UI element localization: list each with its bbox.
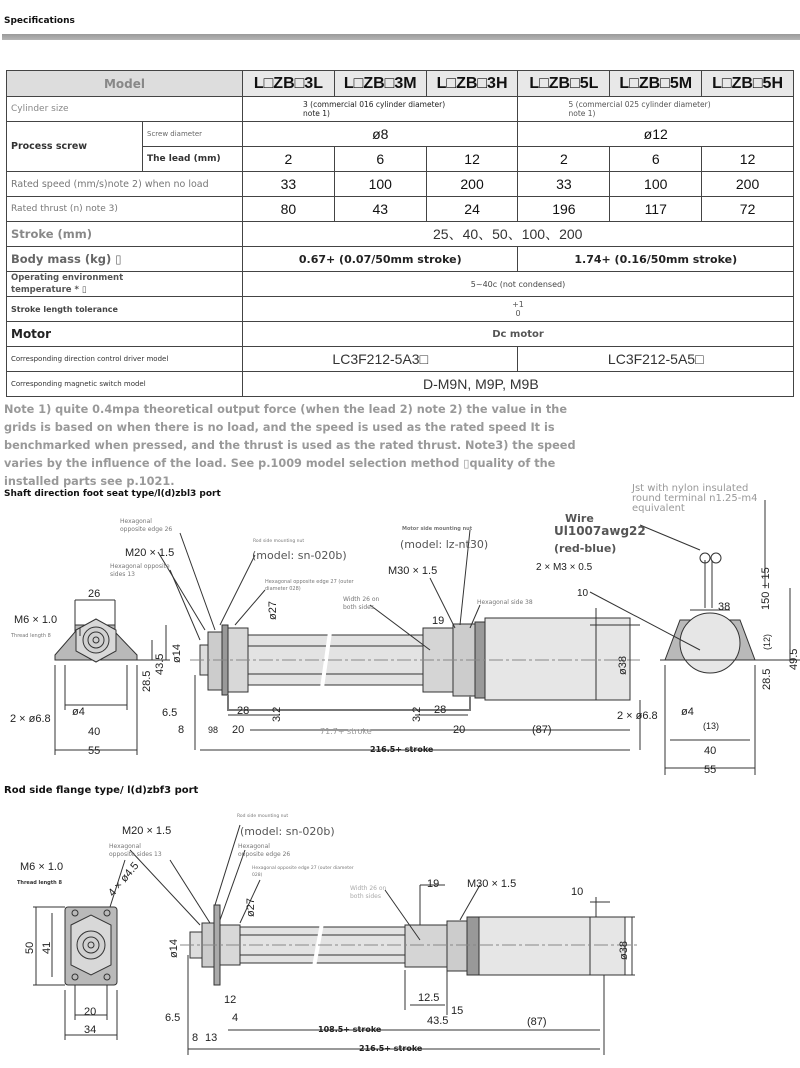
lead-cell: 12 <box>702 147 794 172</box>
stroke-label: Stroke (mm) <box>7 222 243 247</box>
m6-label: M6 × 1.0 <box>14 614 58 626</box>
m20-label: M20 × 1.5 <box>125 547 175 559</box>
table-row <box>7 322 794 347</box>
dim-10-2: 10 <box>571 886 584 898</box>
temperature-value: 5~40c (not condensed) <box>243 272 794 297</box>
page-title: Specifications <box>4 16 75 26</box>
dim-150: 150 ± 15 <box>760 567 772 610</box>
rated-speed-label: Rated speed (mm/s)note 2) when no load <box>7 172 243 197</box>
dim-49-5: 49.5 <box>788 648 800 670</box>
speed-cell: 33 <box>518 172 610 197</box>
hex27-label-2: Hexagonal opposite edge 27 (outer diameter <box>252 866 354 871</box>
dim-87: (87) <box>532 724 552 736</box>
dim-15: 15 <box>451 1005 464 1017</box>
screw-diameter-3: ø8 <box>243 122 518 147</box>
width26-label: both sides <box>343 604 374 611</box>
table-row <box>7 222 794 247</box>
thrust-cell: 24 <box>426 197 518 222</box>
dim-40-r: 40 <box>704 745 717 757</box>
wire-color: (red-blue) <box>554 542 617 555</box>
hex26-label-2: Hexagonal <box>238 843 270 850</box>
table-row <box>7 197 794 222</box>
dim-19-2: 19 <box>427 878 440 890</box>
dim-2x68-r: 2 × ø6.8 <box>617 710 658 722</box>
dim-6-5-2: 6.5 <box>165 1012 181 1024</box>
dim-2x68: 2 × ø6.8 <box>10 713 51 725</box>
table-row <box>7 272 794 297</box>
dim-10: 10 <box>577 588 589 599</box>
holes-label: 4 × ø4.5 <box>106 860 142 899</box>
dim-28-5: 28.5 <box>141 670 153 692</box>
thrust-cell: 117 <box>610 197 702 222</box>
foot-seat-drawing <box>0 500 800 780</box>
dim-216-5-2: 216.5+ stroke <box>359 1044 423 1053</box>
switch-label: Corresponding magnetic switch model <box>7 372 243 397</box>
dim-3-2-b: 3.2 <box>411 706 423 722</box>
switch-value: D-M9N, M9P, M9B <box>243 372 794 397</box>
dim-98: 98 <box>208 725 219 735</box>
rated-thrust-label: Rated thrust (n) note 3) <box>7 197 243 222</box>
process-screw-label: Process screw <box>7 122 143 172</box>
dim-12-5: 12.5 <box>418 992 440 1004</box>
dim-4: 4 <box>232 1012 239 1024</box>
dim-55: 55 <box>88 745 101 757</box>
dim-o38: ø38 <box>617 656 629 675</box>
lead-cell: 2 <box>518 147 610 172</box>
cylinder-size-label: Cylinder size <box>7 97 243 122</box>
dim-28-5-r: 28.5 <box>761 668 773 690</box>
dim-12: (12) <box>762 633 772 650</box>
thrust-cell: 72 <box>702 197 794 222</box>
dim-43-5-2: 43.5 <box>427 1015 449 1027</box>
dim-o38-2: ø38 <box>618 941 630 960</box>
dim-13-2: 13 <box>205 1032 218 1044</box>
drawing2-title: Rod side flange type/ l(d)zbf3 port <box>4 785 199 796</box>
hex26-label: opposite edge 26 <box>120 526 173 533</box>
dim-55-r: 55 <box>704 764 717 776</box>
temperature-label-2: temperature * ▯ <box>11 285 87 295</box>
rod-nut-model: (model: sn-020b) <box>252 549 347 562</box>
speed-cell: 100 <box>334 172 426 197</box>
model-cell: L□ZB□5L <box>518 71 610 97</box>
rod-nut-label-2: Rod side mounting nut <box>237 814 289 819</box>
cylinder-size-3: 3 (commercial 016 cylinder diameter) <box>303 100 446 109</box>
hex26-label-2: opposite edge 26 <box>238 851 291 858</box>
notes: Note 1) quite 0.4mpa theoretical output force (when the lead 2) note 2) the value in the grids is based on when there is no load, and the speed is used as the rated speed It is benchmarked when pressed, and the thrust is used as the rated thrust. Note3) the speed varies by the influence of the load. See p.1009 model selection method ▯quality of the installed parts see p.1021. <box>4 403 576 488</box>
motor-value: Dc motor <box>243 322 794 347</box>
speed-cell: 100 <box>610 172 702 197</box>
dim-108-5: 108.5+ stroke <box>318 1025 382 1034</box>
table-row <box>7 347 794 372</box>
dim-o27: ø27 <box>267 601 279 620</box>
model-cell: L□ZB□3M <box>334 71 426 97</box>
model-cell: L□ZB□5M <box>610 71 702 97</box>
tolerance-label: Stroke length tolerance <box>7 297 243 322</box>
stroke-value: 25、40、50、100、200 <box>243 222 794 247</box>
tolerance-upper: +1 <box>512 300 524 309</box>
dim-12-2: 12 <box>224 994 237 1006</box>
table-row <box>7 247 794 272</box>
wire-type: Ul1007awg22 <box>554 524 646 538</box>
driver-5: LC3F212-5A5□ <box>518 347 794 372</box>
cylinder-size-5-note: note 1) <box>568 109 596 118</box>
m3-label: 2 × M3 × 0.5 <box>536 562 593 573</box>
table-row <box>7 297 794 322</box>
spec-table <box>6 70 794 397</box>
dim-o14-2: ø14 <box>168 939 180 958</box>
m30-label-2: M30 × 1.5 <box>467 878 517 890</box>
dim-8-2: 8 <box>192 1032 199 1044</box>
body-mass-5: 1.74+ (0.16/50mm stroke) <box>518 247 794 272</box>
m30-label: M30 × 1.5 <box>388 565 438 577</box>
m6-label-2: M6 × 1.0 <box>20 861 64 873</box>
cylinder-size-3-note: note 1) <box>303 109 330 118</box>
hex27-label-2: 028) <box>252 873 263 878</box>
dim-38: 38 <box>718 601 731 613</box>
lead-cell: 6 <box>334 147 426 172</box>
table-row <box>7 372 794 397</box>
hex13-label: sides 13 <box>110 571 135 578</box>
model-cell: L□ZB□3H <box>426 71 518 97</box>
table-row <box>7 122 794 147</box>
dim-26: 26 <box>88 588 101 600</box>
speed-cell: 200 <box>426 172 518 197</box>
model-cell: L□ZB□3L <box>243 71 335 97</box>
thread-label-2: Thread length 8 <box>17 880 62 886</box>
dim-87-2: (87) <box>527 1016 547 1028</box>
motor-label: Motor <box>7 322 243 347</box>
dim-71-7: 71.7+ stroke <box>320 727 372 736</box>
dim-28-b: 28 <box>434 704 447 716</box>
body-mass-label: Body mass (kg) ▯ <box>7 247 243 272</box>
lead-cell: 12 <box>426 147 518 172</box>
width26-label-2: both sides <box>350 893 381 900</box>
drawing1-title: Shaft direction foot seat type/l(d)zbl3 port <box>4 489 221 499</box>
dim-8: 8 <box>178 724 185 736</box>
dim-o14: ø14 <box>171 644 183 663</box>
temperature-label-1: Operating environment <box>11 273 124 283</box>
rod-nut-label: Rod side mounting nut <box>253 539 305 544</box>
thrust-cell: 196 <box>518 197 610 222</box>
dim-3-2: 3.2 <box>271 706 283 722</box>
dim-6-5: 6.5 <box>162 707 178 719</box>
dim-o4: ø4 <box>72 706 85 718</box>
motor-nut-model: (model: lz-nt30) <box>400 538 489 551</box>
motor-nut-label: Motor side mounting nut <box>402 526 473 532</box>
dim-34: 34 <box>84 1024 97 1036</box>
dim-20-b: 20 <box>453 724 466 736</box>
dim-o4-r: ø4 <box>681 706 694 718</box>
table-row <box>7 172 794 197</box>
dim-41: 41 <box>41 941 53 954</box>
dim-43-5: 43.5 <box>154 653 166 675</box>
screw-diameter-label: Screw diameter <box>143 122 243 147</box>
title-divider <box>2 34 800 40</box>
body-mass-3: 0.67+ (0.07/50mm stroke) <box>243 247 518 272</box>
dim-50: 50 <box>24 941 36 954</box>
width26-label-2: Width 26 on <box>350 885 387 892</box>
table-row <box>7 71 794 97</box>
hex27-label: Hexagonal opposite edge 27 (outer <box>265 579 354 585</box>
rod-nut <box>208 632 222 690</box>
tolerance-lower: 0 <box>515 309 521 318</box>
jst-label: Jst with nylon insulated <box>632 483 749 494</box>
dim-20-2: 20 <box>84 1006 97 1018</box>
dim-28: 28 <box>237 705 250 717</box>
dim-19: 19 <box>432 615 445 627</box>
cylinder-size-5: 5 (commercial 025 cylinder diameter) <box>568 100 711 109</box>
driver-3: LC3F212-5A3□ <box>243 347 518 372</box>
driver-label: Corresponding direction control driver model <box>7 347 243 372</box>
width26-label: Width 26 on <box>343 596 380 603</box>
dim-20: 20 <box>232 724 245 736</box>
thread-label: Thread length 8 <box>11 633 51 639</box>
lead-label: The lead (mm) <box>143 147 243 172</box>
screw-diameter-5: ø12 <box>518 122 794 147</box>
jst-label: equivalent <box>632 503 685 514</box>
dim-13: (13) <box>703 721 720 731</box>
speed-cell: 33 <box>243 172 335 197</box>
dim-40: 40 <box>88 726 101 738</box>
dim-o27-2: ø27 <box>245 898 257 917</box>
wire-label: Wire <box>565 512 594 525</box>
dim-216-5: 216.5+ stroke <box>370 745 434 754</box>
hex13-label-2: Hexagonal <box>109 843 141 850</box>
table-row <box>7 97 794 122</box>
rod-nut-model-2: (model: sn-020b) <box>240 825 335 838</box>
lead-cell: 6 <box>610 147 702 172</box>
hex26-label: Hexagonal <box>120 518 152 525</box>
hex13-label-2: opposite sides 13 <box>109 851 162 858</box>
hex13-label: Hexagonal opposite <box>110 563 170 570</box>
speed-cell: 200 <box>702 172 794 197</box>
hex38-label: Hexagonal side 38 <box>477 599 533 606</box>
hex27-label: diameter 028) <box>265 586 301 592</box>
jst-label: round terminal n1.25-m4 <box>632 493 758 504</box>
m20-label-2: M20 × 1.5 <box>122 825 172 837</box>
flange-drawing <box>0 805 800 1065</box>
model-header: Model <box>7 71 243 97</box>
thrust-cell: 43 <box>334 197 426 222</box>
motor-body <box>485 618 630 700</box>
model-cell: L□ZB□5H <box>702 71 794 97</box>
thrust-cell: 80 <box>243 197 335 222</box>
lead-cell: 2 <box>243 147 335 172</box>
